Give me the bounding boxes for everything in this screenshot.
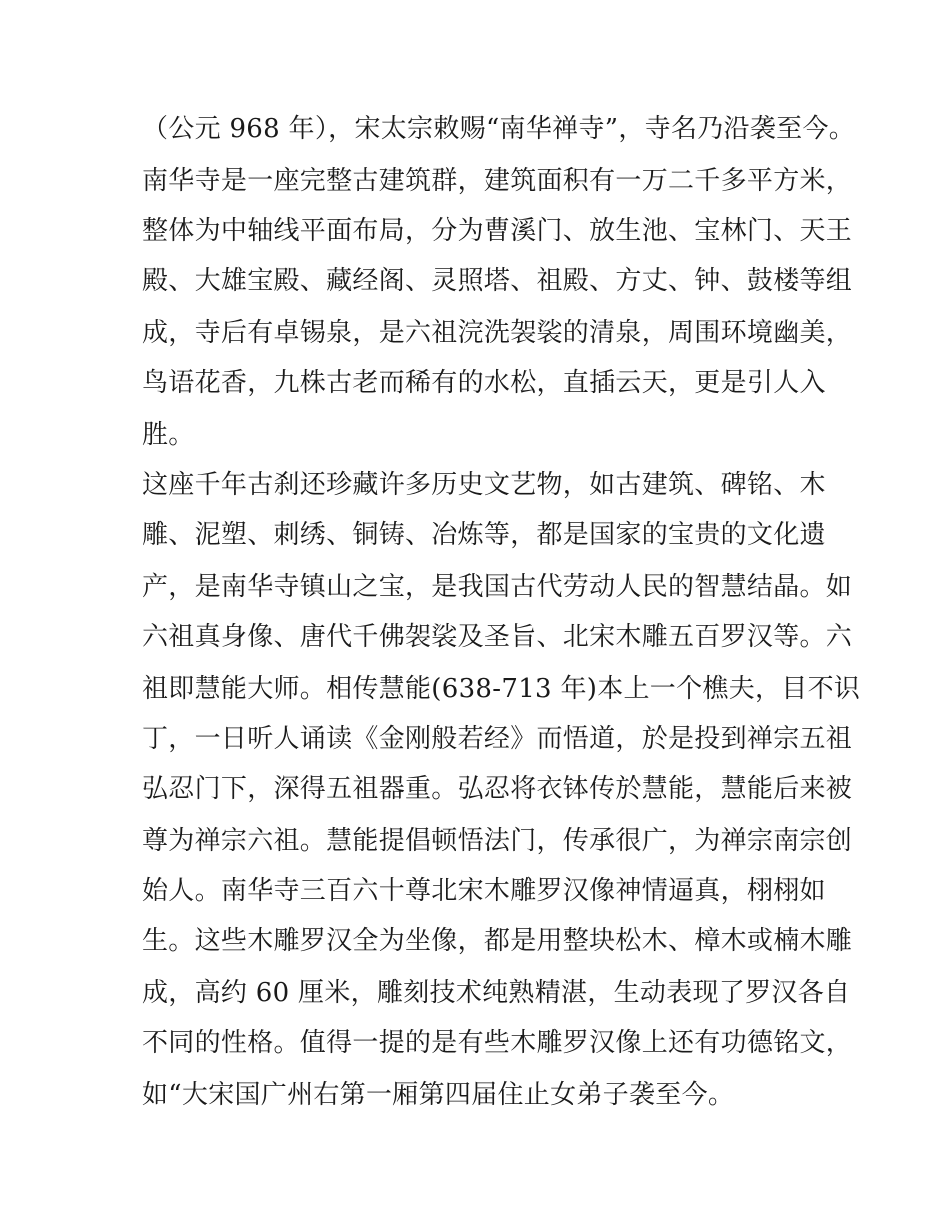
- text-line: 祖即慧能大师。相传慧能(638-713 年)本上一个樵夫，目不识: [142, 674, 861, 704]
- text-line: 不同的性格。值得一提的是有些木雕罗汉像上还有功德铭文，: [142, 1028, 853, 1058]
- text-line: 成，寺后有卓锡泉，是六祖浣洗袈裟的清泉，周围环境幽美，: [142, 318, 853, 348]
- text-line: 生。这些木雕罗汉全为坐像，都是用整块松木、樟木或楠木雕: [142, 926, 853, 956]
- text-line: 六祖真身像、唐代千佛袈裟及圣旨、北宋木雕五百罗汉等。六: [142, 622, 853, 652]
- text-line: 产，是南华寺镇山之宝，是我国古代劳动人民的智慧结晶。如: [142, 572, 853, 602]
- text-line: （公元 968 年），宋太宗敕赐“南华禅寺”，寺名乃沿袭至今。: [142, 114, 856, 144]
- text-line: 这座千年古刹还珍藏许多历史文艺物，如古建筑、碑铭、木: [142, 470, 826, 500]
- text-line: 殿、大雄宝殿、藏经阁、灵照塔、祖殿、方丈、钟、鼓楼等组: [142, 266, 853, 296]
- text-line: 弘忍门下，深得五祖器重。弘忍将衣钵传於慧能，慧能后来被: [142, 774, 853, 804]
- text-line: 鸟语花香，九株古老而稀有的水松，直插云天，更是引人入: [142, 368, 826, 398]
- text-line: 尊为禅宗六祖。慧能提倡顿悟法门，传承很广，为禅宗南宗创: [142, 826, 853, 856]
- text-line: 如“大宋国广州右第一厢第四届住止女弟子袭至今。: [142, 1080, 735, 1110]
- text-line: 始人。南华寺三百六十尊北宋木雕罗汉像神情逼真，栩栩如: [142, 876, 826, 906]
- text-line: 整体为中轴线平面布局，分为曹溪门、放生池、宝林门、天王: [142, 216, 853, 246]
- text-line: 丁，一日听人诵读《金刚般若经》而悟道，於是投到禅宗五祖: [142, 724, 853, 754]
- text-line: 雕、泥塑、刺绣、铜铸、冶炼等，都是国家的宝贵的文化遗: [142, 520, 826, 550]
- text-line: 南华寺是一座完整古建筑群，建筑面积有一万二千多平方米，: [142, 166, 853, 196]
- text-line: 成，高约 60 厘米，雕刻技术纯熟精湛，生动表现了罗汉各自: [142, 978, 851, 1008]
- text-line: 胜。: [142, 420, 195, 450]
